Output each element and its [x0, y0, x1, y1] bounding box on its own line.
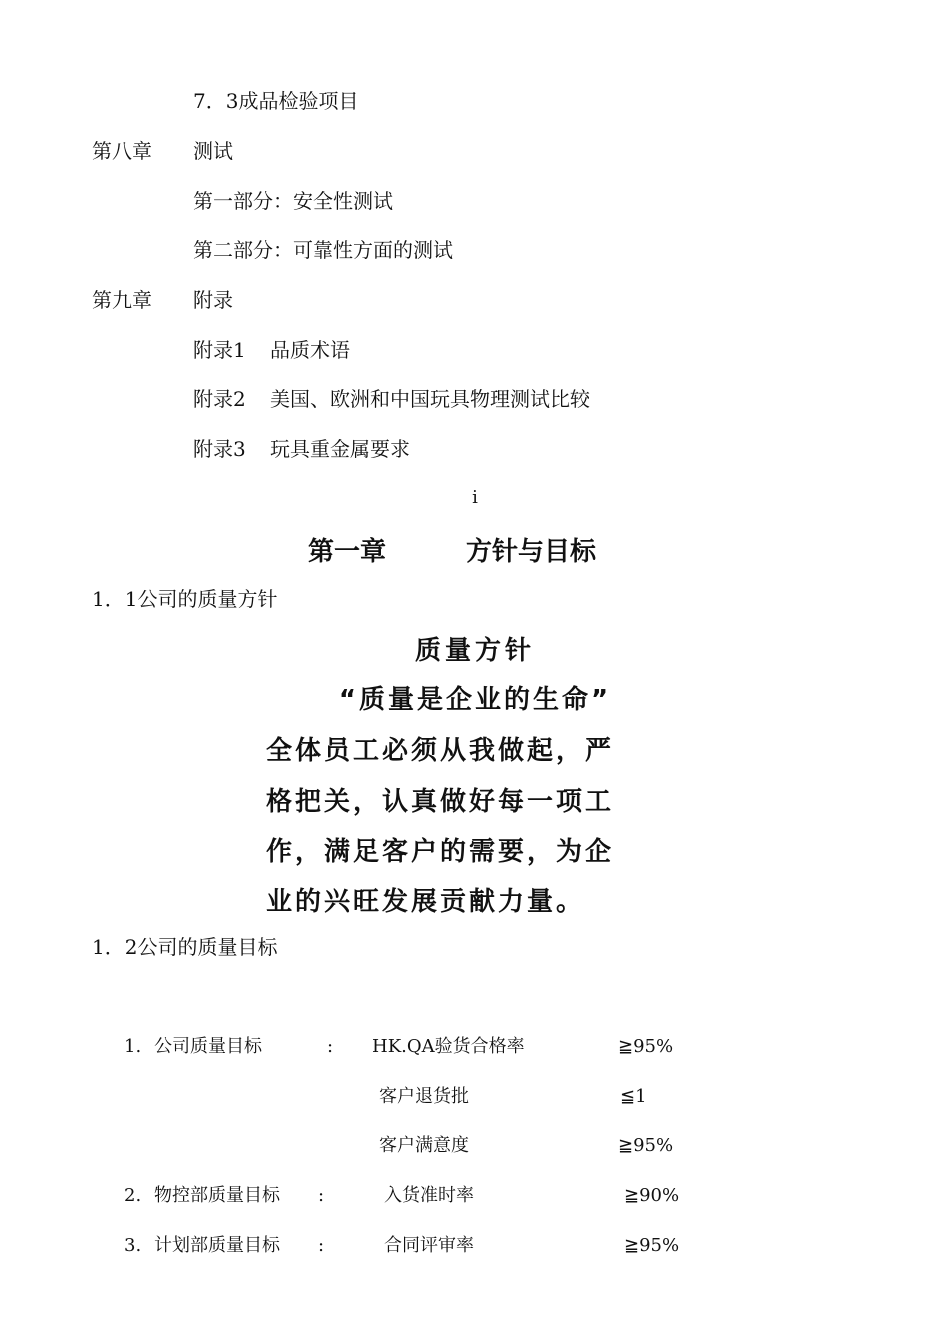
- goal-colon: :: [318, 1235, 325, 1256]
- toc-appendix-3-title: 玩具重金属要求: [270, 437, 410, 461]
- policy-line: 业的兴旺发展贡献力量。: [266, 887, 586, 917]
- section-heading-1-1: 1．1公司的质量方针: [92, 587, 278, 611]
- policy-title: 质量方针: [414, 636, 535, 666]
- toc-chapter-9-title: 附录: [193, 288, 233, 312]
- page-number: i: [472, 487, 478, 508]
- policy-line: 作，满足客户的需要，为企: [266, 837, 615, 867]
- toc-appendix-1-number: 附录1: [193, 338, 246, 362]
- toc-appendix-2-title: 美国、欧洲和中国玩具物理测试比较: [270, 387, 590, 411]
- toc-chapter-9-label: 第九章: [92, 288, 152, 312]
- goal-target: ≧95%: [624, 1235, 680, 1256]
- toc-chapter-8-part-2: 第二部分：可靠性方面的测试: [193, 238, 453, 262]
- chapter-title: 方针与目标: [466, 537, 597, 567]
- policy-line: 格把关，认真做好每一项工: [266, 787, 615, 817]
- toc-appendix-1-title: 品质术语: [270, 338, 350, 362]
- goal-department: 公司质量目标: [154, 1036, 262, 1057]
- policy-line: 全体员工必须从我做起，严: [266, 736, 615, 766]
- goal-target: ≧90%: [624, 1185, 680, 1206]
- toc-chapter-8-part-1: 第一部分：安全性测试: [193, 189, 393, 213]
- goal-target: ≧95%: [618, 1135, 674, 1156]
- goal-number: 1.: [124, 1036, 142, 1057]
- toc-chapter-8-title: 测试: [193, 139, 233, 163]
- goal-colon: :: [318, 1185, 325, 1206]
- goal-colon: :: [327, 1036, 334, 1057]
- goal-target: ≦1: [620, 1086, 647, 1107]
- goal-metric: 合同评审率: [384, 1235, 474, 1256]
- section-heading-1-2: 1．2公司的质量目标: [92, 935, 278, 959]
- goal-target: ≧95%: [618, 1036, 674, 1057]
- toc-appendix-2-number: 附录2: [193, 387, 246, 411]
- goal-number: 3.: [124, 1235, 142, 1256]
- goal-department: 计划部质量目标: [154, 1235, 280, 1256]
- toc-item-7-3: 7．3成品检验项目: [193, 89, 359, 113]
- goal-number: 2.: [124, 1185, 142, 1206]
- goal-department: 物控部质量目标: [154, 1185, 280, 1206]
- chapter-number: 第一章: [308, 537, 387, 567]
- policy-slogan: “质量是企业的生命”: [338, 685, 612, 715]
- goal-metric: HK.QA验货合格率: [372, 1036, 525, 1057]
- goal-metric: 入货准时率: [384, 1185, 474, 1206]
- toc-appendix-3-number: 附录3: [193, 437, 246, 461]
- goal-metric: 客户满意度: [379, 1135, 469, 1156]
- goal-metric: 客户退货批: [379, 1086, 469, 1107]
- toc-chapter-8-label: 第八章: [92, 139, 152, 163]
